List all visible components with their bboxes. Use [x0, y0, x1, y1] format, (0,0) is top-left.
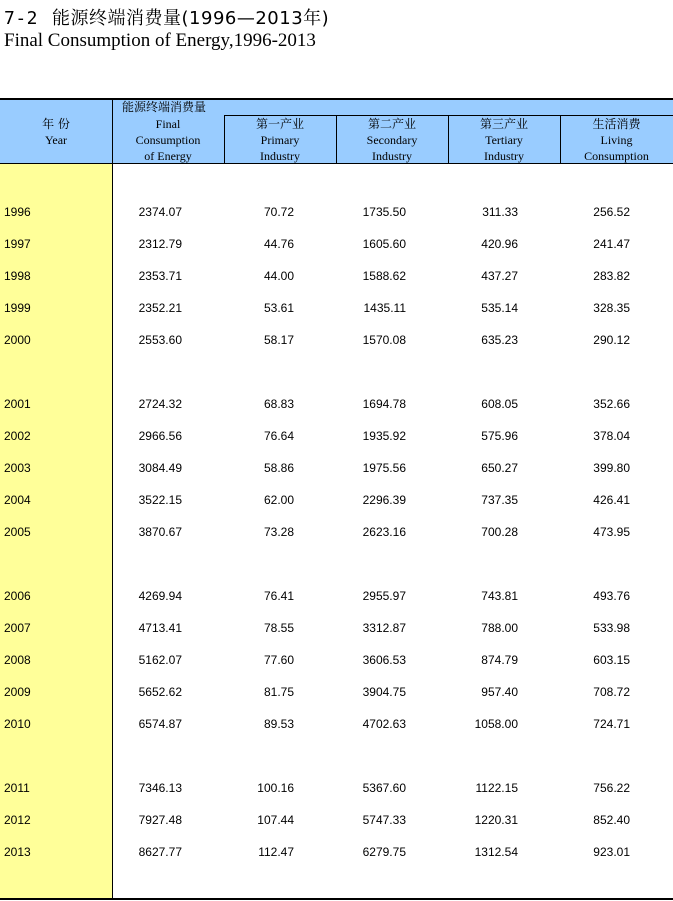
table-row [0, 682, 673, 702]
row-value: 77.60 [263, 653, 294, 667]
row-value: 73.28 [263, 525, 294, 539]
header-year-cn: 年 份 [42, 117, 70, 131]
row-value: 311.33 [482, 205, 518, 219]
row-value: 608.05 [481, 397, 518, 411]
row-value: 3870.67 [138, 525, 182, 539]
table-row [0, 522, 673, 542]
row-year: 1998 [4, 269, 31, 283]
table-row [0, 586, 673, 606]
row-value: 1694.78 [362, 397, 406, 411]
row-value: 1975.56 [362, 461, 406, 475]
row-value: 575.96 [481, 429, 518, 443]
row-value: 700.28 [481, 525, 518, 539]
row-value: 650.27 [481, 461, 518, 475]
row-year: 1996 [4, 205, 31, 219]
row-year: 2000 [4, 333, 31, 347]
header-col-primary [224, 116, 336, 164]
header-col-tertiary-en2: Industry [484, 149, 524, 163]
header-col-secondary-en1: Secondary [366, 133, 418, 147]
header-col-tertiary-cn: 第三产业 [479, 117, 528, 131]
row-year: 1999 [4, 301, 31, 315]
row-year: 2010 [4, 717, 31, 731]
row-value: 724.71 [593, 717, 630, 731]
row-value: 2353.71 [138, 269, 182, 283]
row-value: 5747.33 [362, 813, 406, 827]
row-value: 352.66 [593, 397, 630, 411]
row-value: 3606.53 [362, 653, 406, 667]
row-value: 635.23 [481, 333, 518, 347]
header-col-primary-cn: 第一产业 [255, 117, 304, 131]
header-col-secondary-en2: Industry [372, 149, 412, 163]
row-value: 241.47 [593, 237, 630, 251]
row-value: 957.40 [481, 685, 518, 699]
row-value: 426.41 [593, 493, 630, 507]
row-value: 4713.41 [138, 621, 182, 635]
header-col-final-en3: of Energy [144, 149, 192, 163]
row-value: 420.96 [481, 237, 518, 251]
table-number: 7-2 [4, 8, 39, 29]
row-value: 3522.15 [138, 493, 182, 507]
header-col-secondary [336, 116, 448, 164]
row-year: 2005 [4, 525, 31, 539]
row-value: 5162.07 [138, 653, 182, 667]
top-rule [0, 98, 673, 100]
row-value: 3084.49 [138, 461, 182, 475]
header-col-living [560, 116, 673, 164]
row-value: 53.61 [263, 301, 294, 315]
row-value: 535.14 [481, 301, 518, 315]
row-value: 473.95 [593, 525, 630, 539]
row-year: 2006 [4, 589, 31, 603]
table-row [0, 330, 673, 350]
row-value: 2623.16 [362, 525, 406, 539]
row-year: 2013 [4, 845, 31, 859]
table-row [0, 394, 673, 414]
header-col-living-en1: Living [600, 133, 633, 147]
row-value: 5652.62 [138, 685, 182, 699]
header-col-tertiary-en1: Tertiary [485, 133, 523, 147]
row-value: 1935.92 [362, 429, 406, 443]
row-value: 743.81 [481, 589, 518, 603]
row-value: 8627.77 [138, 845, 182, 859]
row-year: 2004 [4, 493, 31, 507]
row-year: 2011 [4, 781, 30, 795]
table-row [0, 618, 673, 638]
header-col-final-en2: Consumption [135, 133, 201, 147]
row-year: 2012 [4, 813, 31, 827]
table-row [0, 266, 673, 286]
row-value: 7346.13 [138, 781, 182, 795]
row-year: 2003 [4, 461, 31, 475]
row-value: 58.86 [263, 461, 294, 475]
header-col-primary-en1: Primary [260, 133, 300, 147]
header-col-living-en2: Consumption [584, 149, 649, 163]
row-value: 1058.00 [474, 717, 518, 731]
row-value: 6574.87 [138, 717, 182, 731]
table-row [0, 650, 673, 670]
row-value: 81.75 [263, 685, 294, 699]
row-value: 328.35 [593, 301, 630, 315]
row-value: 2352.21 [138, 301, 182, 315]
table-row [0, 778, 673, 798]
row-value: 852.40 [593, 813, 630, 827]
page-title-en: Final Consumption of Energy,1996-2013 [4, 30, 316, 51]
header-col-secondary-cn: 第二产业 [367, 117, 416, 131]
header-col-primary-en2: Industry [260, 149, 300, 163]
row-value: 112.47 [258, 845, 294, 859]
page-title-cn [4, 4, 329, 30]
row-value: 2296.39 [362, 493, 406, 507]
row-value: 4702.63 [362, 717, 406, 731]
row-value: 1605.60 [362, 237, 406, 251]
row-value: 533.98 [593, 621, 630, 635]
row-value: 1588.62 [362, 269, 406, 283]
row-value: 2374.07 [138, 205, 182, 219]
table-row [0, 714, 673, 734]
row-year: 2002 [4, 429, 31, 443]
row-value: 3904.75 [362, 685, 406, 699]
row-value: 290.12 [593, 333, 630, 347]
row-value: 68.83 [263, 397, 294, 411]
row-value: 737.35 [481, 493, 518, 507]
row-value: 874.79 [481, 653, 518, 667]
row-value: 2312.79 [138, 237, 182, 251]
header-year [0, 116, 112, 148]
row-value: 107.44 [257, 813, 294, 827]
row-value: 5367.60 [362, 781, 406, 795]
row-value: 2724.32 [138, 397, 182, 411]
row-value: 3312.87 [362, 621, 406, 635]
row-value: 378.04 [593, 429, 630, 443]
row-value: 76.41 [263, 589, 294, 603]
row-value: 923.01 [593, 845, 630, 859]
row-value: 58.17 [263, 333, 294, 347]
row-value: 62.00 [263, 493, 294, 507]
row-value: 1435.11 [363, 301, 406, 315]
row-value: 78.55 [263, 621, 294, 635]
table-row [0, 426, 673, 446]
table-row [0, 810, 673, 830]
row-value: 2966.56 [138, 429, 182, 443]
row-value: 76.64 [263, 429, 294, 443]
header-group-label: 能源终端消费量 [122, 100, 207, 114]
row-value: 256.52 [593, 205, 630, 219]
row-year: 2009 [4, 685, 31, 699]
row-value: 70.72 [263, 205, 294, 219]
row-value: 2955.97 [362, 589, 406, 603]
bottom-rule [0, 898, 673, 900]
row-value: 4269.94 [138, 589, 182, 603]
table-row [0, 842, 673, 862]
row-value: 1220.31 [474, 813, 518, 827]
header-year-en: Year [44, 133, 68, 147]
table-row [0, 490, 673, 510]
row-value: 399.80 [593, 461, 630, 475]
data-table [0, 98, 673, 900]
row-value: 89.53 [263, 717, 294, 731]
row-value: 437.27 [481, 269, 518, 283]
row-value: 603.15 [593, 653, 630, 667]
table-row [0, 458, 673, 478]
row-value: 44.76 [263, 237, 294, 251]
header-col-tertiary [448, 116, 560, 164]
row-value: 100.16 [257, 781, 294, 795]
row-value: 1312.54 [474, 845, 518, 859]
header-col-final-en1: Final [155, 117, 181, 131]
row-year: 2007 [4, 621, 31, 635]
row-value: 493.76 [593, 589, 630, 603]
row-value: 708.72 [593, 685, 630, 699]
row-value: 756.22 [593, 781, 630, 795]
header-col-living-cn: 生活消费 [592, 117, 641, 131]
row-value: 6279.75 [362, 845, 406, 859]
table-row [0, 234, 673, 254]
header-col-final [112, 116, 224, 164]
row-year: 2008 [4, 653, 31, 667]
row-year: 1997 [4, 237, 31, 251]
row-value: 1122.15 [475, 781, 518, 795]
row-value: 1735.50 [362, 205, 406, 219]
row-value: 1570.08 [362, 333, 406, 347]
row-year: 2001 [4, 397, 31, 411]
row-value: 2553.60 [138, 333, 182, 347]
title-cn-text: 能源终端消费量(1996—2013年) [52, 8, 330, 29]
row-value: 44.00 [263, 269, 294, 283]
table-row [0, 298, 673, 318]
table-row [0, 202, 673, 222]
row-value: 788.00 [481, 621, 518, 635]
row-value: 283.82 [593, 269, 630, 283]
row-value: 7927.48 [138, 813, 182, 827]
